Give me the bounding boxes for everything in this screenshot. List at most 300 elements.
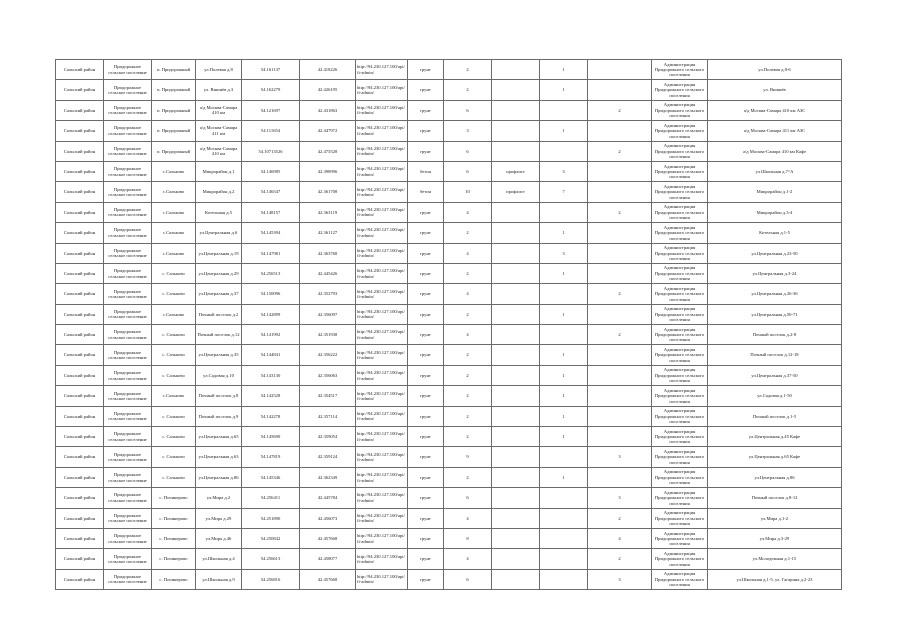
table-row (56, 304, 842, 324)
cell-surface: грунт (408, 467, 444, 487)
cell-surface: грунт (408, 223, 444, 243)
cell-url: http://94.230.127.100/api/fi-admin/ (356, 80, 408, 100)
cell-area: 4 (444, 325, 492, 345)
cell-area: 2 (444, 263, 492, 283)
cell-settlement_type: Придорожное сельское поселение (104, 447, 152, 467)
cell-street: ул.Центральная д.63 (196, 447, 242, 467)
table-row (56, 141, 842, 161)
cell-address: а/д Москва-Самара 411 км АЗС (708, 121, 842, 141)
cell-settlement: с.Сальково (152, 182, 196, 202)
cell-latitude: 54.147819 (242, 447, 300, 467)
cell-containers_planned (588, 121, 652, 141)
cell-district: Сальский район (56, 467, 104, 487)
cell-url: http://94.230.127.100/api/fi-admin/ (356, 488, 408, 508)
cell-latitude: 54.256613 (242, 549, 300, 569)
cell-street: Котельная д.5 (196, 202, 242, 222)
cell-district: Сальский район (56, 447, 104, 467)
cell-settlement_type: Придорожное сельское поселение (104, 386, 152, 406)
cell-latitude: 54.10713526 (242, 141, 300, 161)
cell-owner: Администрация Придорожного сельского поселения (652, 528, 708, 548)
cell-street: ул.Центральная д.29 (196, 263, 242, 283)
cell-containers: 1 (540, 345, 588, 365)
cell-settlement_type: Придорожное сельское поселение (104, 202, 152, 222)
cell-longitude: 42.354517 (300, 386, 356, 406)
cell-containers_planned: 4 (588, 528, 652, 548)
cell-containers: 1 (540, 386, 588, 406)
cell-owner: Администрация Придорожного сельского поселения (652, 467, 708, 487)
cell-surface: грунт (408, 141, 444, 161)
table-row (56, 467, 842, 487)
cell-address: ул.Мира д.3-29 (708, 528, 842, 548)
cell-containers: 1 (540, 263, 588, 283)
cell-owner: Администрация Придорожного сельского поселения (652, 263, 708, 283)
cell-surface: грунт (408, 100, 444, 120)
cell-settlement: с. Сальково (152, 467, 196, 487)
cell-street: ул.Садовая д.10 (196, 365, 242, 385)
cell-settlement: п. Придорожный (152, 100, 196, 120)
cell-settlement: с. Сальково (152, 325, 196, 345)
cell-cover (492, 488, 540, 508)
cell-longitude: 42.426195 (300, 80, 356, 100)
cell-cover (492, 263, 540, 283)
table-row (56, 243, 842, 263)
cell-longitude: 42.457668 (300, 569, 356, 589)
cell-latitude: 54.161137 (242, 60, 300, 80)
cell-containers (540, 528, 588, 548)
cell-cover (492, 447, 540, 467)
cell-url: http://94.230.127.100/api/fi-admin/ (356, 100, 408, 120)
cell-address: Почный поселок д.12-18 (708, 345, 842, 365)
cell-containers: 3 (540, 243, 588, 263)
cell-containers (540, 325, 588, 345)
cell-url: http://94.230.127.100/api/fi-admin/ (356, 141, 408, 161)
cell-owner: Администрация Придорожного сельского поселения (652, 121, 708, 141)
cell-containers_planned (588, 406, 652, 426)
cell-owner: Администрация Придорожного сельского поселения (652, 60, 708, 80)
cell-surface: грунт (408, 406, 444, 426)
cell-surface: грунт (408, 80, 444, 100)
cell-street: Почный поселок д.2 (196, 304, 242, 324)
cell-street: ул.Центральная д.86 (196, 467, 242, 487)
cell-latitude: 54.145394 (242, 223, 300, 243)
cell-district: Сальский район (56, 202, 104, 222)
cell-district: Сальский район (56, 386, 104, 406)
cell-url: http://94.230.127.100/api/fi-admin/ (356, 447, 408, 467)
cell-url: http://94.230.127.100/api/fi-admin/ (356, 406, 408, 426)
cell-latitude: 54.256513 (242, 263, 300, 283)
cell-latitude: 54.256816 (242, 569, 300, 589)
cell-cover: профлист (492, 161, 540, 181)
cell-containers_planned (588, 467, 652, 487)
cell-latitude: 54.251890 (242, 508, 300, 528)
cell-address: ул.Молодежная д.1-15 (708, 549, 842, 569)
cell-latitude: 54.146985 (242, 161, 300, 181)
cell-street: ул.Центральная д.65 (196, 427, 242, 447)
cell-settlement_type: Придорожное сельское поселение (104, 345, 152, 365)
cell-address: Почный поселок д.2-8 (708, 325, 842, 345)
cell-settlement: с. Сальково (152, 284, 196, 304)
cell-address: Микрорайон д.3-4 (708, 202, 842, 222)
cell-cover (492, 467, 540, 487)
cell-url: http://94.230.127.100/api/fi-admin/ (356, 243, 408, 263)
cell-cover (492, 243, 540, 263)
cell-cover (492, 141, 540, 161)
cell-containers: 1 (540, 467, 588, 487)
cell-containers (540, 447, 588, 467)
cell-surface: грунт (408, 528, 444, 548)
cell-url: http://94.230.127.100/api/fi-admin/ (356, 304, 408, 324)
cell-settlement: с.Сальково (152, 243, 196, 263)
cell-address: ул. Вишнёв (708, 80, 842, 100)
cell-containers_planned (588, 365, 652, 385)
cell-district: Сальский район (56, 80, 104, 100)
cell-url: http://94.230.127.100/api/fi-admin/ (356, 325, 408, 345)
cell-containers_planned (588, 80, 652, 100)
cell-area: 2 (444, 365, 492, 385)
cell-surface: грунт (408, 386, 444, 406)
cell-owner: Администрация Придорожного сельского поселения (652, 223, 708, 243)
cell-street: Микрорайон д.1 (196, 161, 242, 181)
cell-street: ул.Школьная д.4 (196, 549, 242, 569)
table-row (56, 528, 842, 548)
cell-surface: грунт (408, 60, 444, 80)
cell-containers: 1 (540, 365, 588, 385)
cell-cover (492, 202, 540, 222)
cell-settlement_type: Придорожное сельское поселение (104, 528, 152, 548)
cell-area: 6 (444, 141, 492, 161)
cell-address: ул.Центральная д.50-71 (708, 304, 842, 324)
cell-area: 6 (444, 161, 492, 181)
cell-longitude: 42.356063 (300, 365, 356, 385)
cell-settlement_type: Придорожное сельское поселение (104, 467, 152, 487)
cell-containers_planned (588, 386, 652, 406)
cell-district: Сальский район (56, 100, 104, 120)
cell-latitude: 54.143130 (242, 365, 300, 385)
cell-latitude: 54.142899 (242, 304, 300, 324)
cell-street: Почный поселок д.12 (196, 325, 242, 345)
cell-cover (492, 100, 540, 120)
cell-owner: Администрация Придорожного сельского поселения (652, 508, 708, 528)
cell-owner: Администрация Придорожного сельского поселения (652, 406, 708, 426)
cell-area: 10 (444, 182, 492, 202)
cell-area: 6 (444, 488, 492, 508)
cell-surface: грунт (408, 345, 444, 365)
cell-surface: грунт (408, 488, 444, 508)
cell-district: Сальский район (56, 365, 104, 385)
cell-longitude: 42.351938 (300, 325, 356, 345)
cell-street: а/д Москва-Самара 410 км (196, 100, 242, 120)
cell-street: ул.Полевая д.8 (196, 60, 242, 80)
cell-settlement: с. Сальково (152, 365, 196, 385)
table-row (56, 569, 842, 589)
cell-url: http://94.230.127.100/api/fi-admin/ (356, 549, 408, 569)
cell-longitude: 42.361708 (300, 182, 356, 202)
table-row (56, 365, 842, 385)
cell-address: а/д Москва-Самара 410 км Кафе (708, 141, 842, 161)
cell-settlement_type: Придорожное сельское поселение (104, 406, 152, 426)
cell-district: Сальский район (56, 345, 104, 365)
cell-owner: Администрация Придорожного сельского поселения (652, 325, 708, 345)
cell-settlement_type: Придорожное сельское поселение (104, 569, 152, 589)
cell-address: ул.Школьная д.7^А (708, 161, 842, 181)
cell-street: ул.Мира д.29 (196, 508, 242, 528)
cell-settlement_type: Придорожное сельское поселение (104, 508, 152, 528)
cell-area: 9 (444, 447, 492, 467)
cell-containers_planned: 2 (588, 284, 652, 304)
cell-cover (492, 345, 540, 365)
cell-area: 2 (444, 304, 492, 324)
cell-district: Сальский район (56, 488, 104, 508)
cell-longitude: 42.445426 (300, 263, 356, 283)
cell-owner: Администрация Придорожного сельского поселения (652, 569, 708, 589)
cell-settlement: п. Придорожный (152, 60, 196, 80)
cell-containers: 1 (540, 304, 588, 324)
cell-containers (540, 508, 588, 528)
cell-settlement: с.Сальково (152, 223, 196, 243)
cell-district: Сальский район (56, 263, 104, 283)
cell-surface: грунт (408, 325, 444, 345)
cell-cover (492, 223, 540, 243)
cell-longitude: 42.359124 (300, 447, 356, 467)
cell-area: 3 (444, 121, 492, 141)
cell-surface: грунт (408, 243, 444, 263)
cell-settlement_type: Придорожное сельское поселение (104, 549, 152, 569)
cell-containers_planned (588, 60, 652, 80)
cell-cover (492, 528, 540, 548)
cell-settlement_type: Придорожное сельское поселение (104, 121, 152, 141)
cell-containers (540, 284, 588, 304)
cell-street: ул.Мира д.46 (196, 528, 242, 548)
cell-latitude: 54.121697 (242, 100, 300, 120)
cell-cover (492, 365, 540, 385)
cell-street: ул. Вишнёв д.3 (196, 80, 242, 100)
cell-district: Сальский район (56, 549, 104, 569)
cell-settlement: с.Сальково (152, 304, 196, 324)
cell-settlement_type: Придорожное сельское поселение (104, 80, 152, 100)
cell-containers: 1 (540, 406, 588, 426)
cell-containers: 7 (540, 182, 588, 202)
cell-address: ул.Школьная д.1-5, ул. Гагарина д.2-23 (708, 569, 842, 589)
cell-owner: Администрация Придорожного сельского поселения (652, 447, 708, 467)
cell-surface: грунт (408, 263, 444, 283)
table-row (56, 284, 842, 304)
cell-containers (540, 100, 588, 120)
cell-containers_planned (588, 263, 652, 283)
cell-district: Сальский район (56, 161, 104, 181)
cell-cover (492, 80, 540, 100)
cell-settlement_type: Придорожное сельское поселение (104, 182, 152, 202)
cell-address: ул.Центральная д.65 Кафе (708, 447, 842, 467)
cell-latitude: 54.145690 (242, 427, 300, 447)
table-row (56, 263, 842, 283)
cell-surface: грунт (408, 304, 444, 324)
cell-longitude: 42.445784 (300, 488, 356, 508)
cell-url: http://94.230.127.100/api/fi-admin/ (356, 467, 408, 487)
cell-cover (492, 60, 540, 80)
cell-owner: Администрация Придорожного сельского поселения (652, 365, 708, 385)
cell-settlement: с. Починерово (152, 488, 196, 508)
cell-area: 2 (444, 60, 492, 80)
cell-cover (492, 406, 540, 426)
cell-url: http://94.230.127.100/api/fi-admin/ (356, 386, 408, 406)
cell-owner: Администрация Придорожного сельского поселения (652, 80, 708, 100)
cell-containers_planned: 2 (588, 325, 652, 345)
cell-cover: профлист (492, 182, 540, 202)
cell-containers_planned (588, 161, 652, 181)
cell-owner: Администрация Придорожного сельского поселения (652, 488, 708, 508)
table-row (56, 202, 842, 222)
cell-district: Сальский район (56, 60, 104, 80)
cell-street: ул.Центральная д.35 (196, 345, 242, 365)
cell-owner: Администрация Придорожного сельского поселения (652, 243, 708, 263)
cell-owner: Администрация Придорожного сельского поселения (652, 345, 708, 365)
cell-longitude: 42.457668 (300, 528, 356, 548)
cell-longitude: 42.431863 (300, 100, 356, 120)
cell-longitude: 42.352793 (300, 284, 356, 304)
cell-settlement: с. Починерово (152, 528, 196, 548)
cell-address: ул.Центральная д.86 (708, 467, 842, 487)
cell-cover (492, 304, 540, 324)
cell-address: Почный поселок д.8-12 (708, 488, 842, 508)
cell-district: Сальский район (56, 284, 104, 304)
cell-area: 4 (444, 202, 492, 222)
cell-url: http://94.230.127.100/api/fi-admin/ (356, 161, 408, 181)
cell-longitude: 42.357114 (300, 406, 356, 426)
cell-longitude: 42.447972 (300, 121, 356, 141)
cell-area: 6 (444, 100, 492, 120)
cell-owner: Администрация Придорожного сельского поселения (652, 386, 708, 406)
cell-area: 2 (444, 386, 492, 406)
cell-containers_planned (588, 304, 652, 324)
cell-area: 2 (444, 406, 492, 426)
cell-cover (492, 569, 540, 589)
cell-longitude: 42.363768 (300, 243, 356, 263)
cell-longitude: 42.356222 (300, 345, 356, 365)
cell-district: Сальский район (56, 304, 104, 324)
cell-containers_planned: 2 (588, 141, 652, 161)
cell-url: http://94.230.127.100/api/fi-admin/ (356, 365, 408, 385)
cell-owner: Администрация Придорожного сельского поселения (652, 549, 708, 569)
cell-area: 8 (444, 528, 492, 548)
cell-district: Сальский район (56, 528, 104, 548)
cell-owner: Администрация Придорожного сельского поселения (652, 284, 708, 304)
cell-area: 4 (444, 549, 492, 569)
cell-street: Почный поселок д.8 (196, 386, 242, 406)
cell-settlement_type: Придорожное сельское поселение (104, 161, 152, 181)
cell-url: http://94.230.127.100/api/fi-admin/ (356, 345, 408, 365)
table-row (56, 100, 842, 120)
cell-area: 2 (444, 467, 492, 487)
table-row (56, 386, 842, 406)
cell-street: Микрорайон д.2 (196, 182, 242, 202)
table-row (56, 223, 842, 243)
cell-area: 2 (444, 345, 492, 365)
cell-settlement: с.Сальково (152, 202, 196, 222)
cell-surface: грунт (408, 365, 444, 385)
cell-district: Сальский район (56, 325, 104, 345)
cell-address: ул.Мира д.1-2 (708, 508, 842, 528)
cell-longitude: 42.362349 (300, 467, 356, 487)
cell-surface: грунт (408, 447, 444, 467)
cell-street: Почный поселок д.9 (196, 406, 242, 426)
cell-surface: грунт (408, 121, 444, 141)
cell-longitude: 42.359054 (300, 427, 356, 447)
cell-containers_planned: 3 (588, 447, 652, 467)
table-row (56, 488, 842, 508)
cell-longitude: 42.356097 (300, 304, 356, 324)
cell-settlement: с. Починерово (152, 549, 196, 569)
cell-latitude: 54.250842 (242, 528, 300, 548)
cell-area: 4 (444, 508, 492, 528)
cell-surface: бетон (408, 182, 444, 202)
cell-latitude: 54.141992 (242, 325, 300, 345)
cell-owner: Администрация Придорожного сельского поселения (652, 141, 708, 161)
cell-cover (492, 427, 540, 447)
cell-district: Сальский район (56, 508, 104, 528)
cell-longitude: 42.363119 (300, 202, 356, 222)
cell-owner: Администрация Придорожного сельского поселения (652, 304, 708, 324)
cell-containers (540, 569, 588, 589)
cell-district: Сальский район (56, 182, 104, 202)
cell-address: ул.Центральная д.37-50 (708, 365, 842, 385)
table-row (56, 508, 842, 528)
cell-url: http://94.230.127.100/api/fi-admin/ (356, 182, 408, 202)
cell-surface: грунт (408, 549, 444, 569)
cell-settlement: с. Починерово (152, 508, 196, 528)
cell-settlement_type: Придорожное сельское поселение (104, 100, 152, 120)
cell-containers (540, 549, 588, 569)
cell-owner: Администрация Придорожного сельского поселения (652, 100, 708, 120)
table-row (56, 427, 842, 447)
registry-table-body (56, 60, 842, 590)
cell-cover (492, 508, 540, 528)
cell-address: ул.Садовая д.1-50 (708, 386, 842, 406)
cell-longitude: 42.456073 (300, 508, 356, 528)
registry-table (55, 59, 842, 590)
table-row (56, 161, 842, 181)
cell-area: 2 (444, 427, 492, 447)
cell-containers_planned: 3 (588, 488, 652, 508)
cell-url: http://94.230.127.100/api/fi-admin/ (356, 60, 408, 80)
cell-latitude: 54.142278 (242, 406, 300, 426)
cell-settlement: п. Придорожный (152, 80, 196, 100)
cell-containers (540, 488, 588, 508)
cell-owner: Администрация Придорожного сельского поселения (652, 427, 708, 447)
cell-containers: 1 (540, 121, 588, 141)
cell-settlement: с. Сальково (152, 263, 196, 283)
cell-settlement: с. Сальково (152, 345, 196, 365)
cell-district: Сальский район (56, 243, 104, 263)
cell-settlement_type: Придорожное сельское поселение (104, 284, 152, 304)
cell-settlement_type: Придорожное сельское поселение (104, 223, 152, 243)
cell-url: http://94.230.127.100/api/fi-admin/ (356, 284, 408, 304)
cell-latitude: 54.146547 (242, 182, 300, 202)
cell-district: Сальский район (56, 223, 104, 243)
cell-address: Почный поселок д.1-5 (708, 406, 842, 426)
cell-street: а/д Москва-Самара 410 км (196, 141, 242, 161)
cell-latitude: 54.256411 (242, 488, 300, 508)
cell-street: ул.Мира д.2 (196, 488, 242, 508)
cell-area: 2 (444, 223, 492, 243)
cell-settlement_type: Придорожное сельское поселение (104, 60, 152, 80)
cell-street: ул.Школьная д.9 (196, 569, 242, 589)
cell-owner: Администрация Придорожного сельского поселения (652, 182, 708, 202)
cell-owner: Администрация Придорожного сельского поселения (652, 161, 708, 181)
table-row (56, 447, 842, 467)
cell-cover (492, 121, 540, 141)
cell-settlement_type: Придорожное сельское поселение (104, 325, 152, 345)
cell-cover (492, 284, 540, 304)
